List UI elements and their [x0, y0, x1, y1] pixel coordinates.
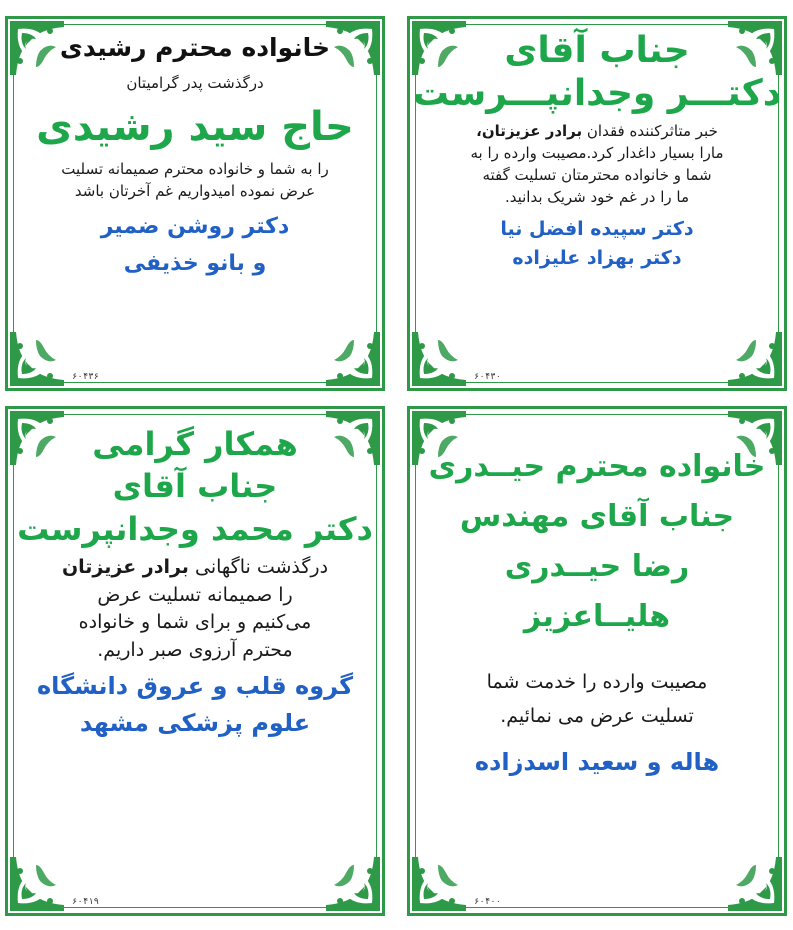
- signature-line: علوم پزشکی مشهد: [79, 709, 311, 738]
- body-text: درگذشت ناگهانی: [188, 556, 329, 579]
- card-heading: خانواده محترم حیــدری: [428, 449, 766, 484]
- card-heading: همکار گرامی: [92, 425, 298, 463]
- ad-code: ۶۰۴۰۰: [474, 897, 502, 907]
- body-bold-text: برادر عزیزتان: [61, 556, 189, 579]
- card-heading: دکتـــر وجدانپـــرست: [412, 73, 782, 115]
- card-body-line: محترم آرزوی صبر داریم.: [97, 638, 293, 661]
- card-body-line: [476, 121, 718, 143]
- card-heading: جناب آقای مهندس: [459, 499, 735, 534]
- signature-line: دکتر روشن ضمیر: [100, 214, 290, 240]
- ad-code: ۶۰۴۱۹: [72, 897, 100, 907]
- ad-code: ۶۰۴۳۰: [474, 372, 502, 382]
- card-heading: جناب آقای: [504, 30, 690, 71]
- card-body-line: تسلیت عرض می نمائیم.: [500, 704, 694, 727]
- body-bold-text: برادر عزیزتان،: [476, 122, 583, 141]
- ad-code: ۶۰۴۳۶: [72, 372, 100, 382]
- deceased-name: حاج سید رشیدی: [36, 103, 354, 150]
- signature-line: دکتر سپیده افضل نیا: [500, 218, 694, 241]
- card-intro: درگذشت پدر گرامیتان: [126, 74, 264, 92]
- card-body-line: می‌کنیم و برای شما و خانواده: [78, 611, 312, 634]
- signature-line: گروه قلب و عروق دانشگاه: [36, 672, 354, 701]
- card-heading: دکتر محمد وجدانپرست: [17, 509, 373, 548]
- condolence-card-heidari: [407, 406, 787, 916]
- card-body-line: را به شما و خانواده محترم صمیمانه تسلیت: [61, 159, 329, 178]
- condolence-card-rashidi: [5, 16, 385, 391]
- card-body-line: [62, 554, 328, 582]
- signature-line: هاله و سعید اسدزاده: [474, 748, 720, 777]
- card-body-line: ما را در غم خود شریک بدانید.: [504, 187, 690, 206]
- card-heading: خانواده محترم رشیدی: [59, 33, 331, 62]
- card-body-line: را صمیمانه تسلیت عرض: [97, 583, 293, 606]
- card-heading: جناب آقای: [112, 467, 278, 506]
- card-heading: هلیــاعزیز: [523, 599, 671, 634]
- card-heading: رضا حیــدری: [504, 549, 690, 584]
- card-body-line: عرض نموده امیدواریم غم آخرتان باشد: [74, 181, 316, 200]
- card-body-line: مصیبت وارده را خدمت شما: [486, 671, 708, 693]
- card-body-line: شما و خانواده محترمتان تسلیت گفته: [482, 165, 712, 184]
- condolence-card-vejdanparast: [407, 16, 787, 391]
- signature-line: دکتر بهزاد علیزاده: [512, 247, 682, 270]
- body-text: خبر متاثرکننده فقدان: [582, 122, 718, 141]
- card-body-line: مارا بسیار داغدار کرد.مصیبت وارده را به: [470, 144, 724, 163]
- condolence-card-colleague: [5, 406, 385, 916]
- signature-line: و بانو خذیفی: [123, 250, 267, 276]
